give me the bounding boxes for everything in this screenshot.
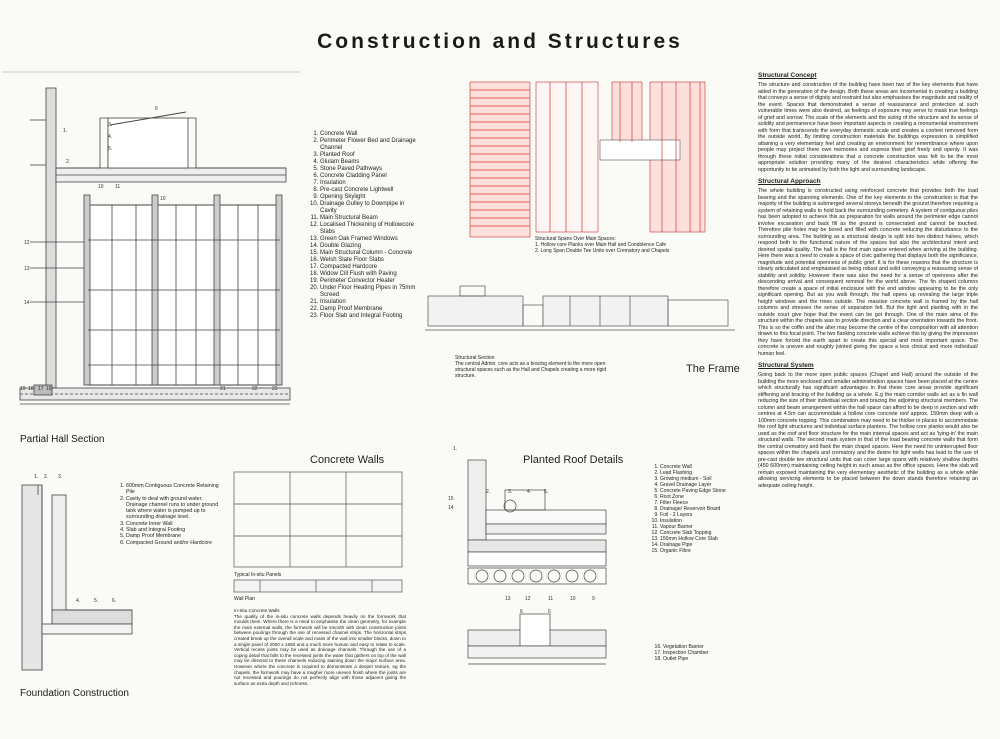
legend-item: 12. Concrete Slab Topping: [660, 530, 746, 536]
legend-item: 9. Foil - 2 Layers: [660, 512, 746, 518]
wall-plan-caption: Wall Plan: [234, 596, 255, 602]
structure-text-column: [758, 72, 978, 489]
legend-item: 1. Concrete Wall: [320, 131, 416, 138]
legend-item: 23. Floor Slab and Integral Footing: [320, 313, 416, 320]
svg-text:17: 17: [38, 386, 44, 392]
frame-label: The Frame: [686, 363, 740, 375]
svg-text:2.: 2.: [486, 489, 491, 495]
svg-text:12: 12: [525, 596, 531, 602]
frame-spans-title: Structural Spans Over Main Spaces:: [535, 236, 616, 242]
svg-text:1.: 1.: [34, 474, 39, 480]
svg-text:6: 6: [548, 609, 551, 615]
svg-text:5.: 5.: [108, 146, 113, 152]
legend-item: 16. Welsh Slate Floor Slabs: [320, 257, 416, 264]
svg-text:16: 16: [46, 386, 52, 392]
frame-section-note: [455, 355, 625, 379]
legend-item: 1. 600mm Contiguous Concrete Retaining Pile: [126, 483, 224, 496]
frame-section-title: Structural Section: [455, 355, 495, 361]
legend-item: 17. Inspection Chamber: [663, 650, 746, 656]
svg-text:10: 10: [98, 184, 104, 190]
svg-text:18: 18: [28, 386, 34, 392]
legend-item: 14. Double Glazing: [320, 243, 416, 250]
legend-item: 3. Growing medium - Soil: [660, 476, 746, 482]
foundation-legend: [112, 483, 224, 546]
roof-legend: [646, 464, 746, 554]
system-paragraph: Going back to the more open public spaces (Chapel and Hall) around the outside of the building the more enclosed and smaller administration spaces have been placed at the centre which structurally has significant advantages in that these core areas provide significant stiffening and bracing of the building as a whole. E.g the main corridor walls act as a fin wall reducing the size of their individual section and bracing the adjoining structural members. The column and beam arrangement within the hall space can afford to be deep in section and with centres at 4.5m can accommodate a hollow core concrete roof approx. 150mm deep with a 100mm concrete topping. This combination may need to be thicker in places to accommodate the roof light structures and individual surface planters. The hollow core planks would also be used as the roof and floor structure for the main internal spaces and act as 'tying-in' the main structural walls. The second main system in that of the load bearing concrete walls that form the central crematory and flank the main chapel spaces. Here the need for uninterrupted floor spaces within the chapels and crematory and the desire for light wells has lead to the use of pre-cast double tee structural units that can cover large spans with relatively shallow depths (450 600mm) maintaining ceiling height in such areas as the office spaces. Here the slab will remain exposed maintaining the very elementary aesthetic of the building as a whole while allowing servicing elements to be placed between the down stands therefore retaining an adequate ceiling height.: [758, 372, 978, 489]
frame-section-drawing: [425, 286, 735, 330]
legend-item: 2. Perimeter Flower Bed and Drainage Channel: [320, 138, 416, 152]
svg-text:12: 12: [24, 240, 30, 246]
hall-section-legend: [306, 131, 416, 320]
frame-section-text: The central Admin. core acts as a bracing element to the more open structural spaces such as the Hall and Chapels creating a more rigid structure.: [455, 361, 607, 379]
svg-text:15: 15: [448, 496, 454, 502]
svg-text:6: 6: [520, 609, 523, 615]
legend-item: 6. Concrete Cladding Panel: [320, 173, 416, 180]
frame-spans-note: [535, 236, 735, 254]
svg-text:4.: 4.: [527, 489, 532, 495]
svg-text:4.: 4.: [108, 134, 113, 140]
legend-item: 7. Filter Fleece: [660, 500, 746, 506]
panels-caption: Typical In-situ Panels: [234, 572, 282, 578]
svg-text:13: 13: [505, 596, 511, 602]
svg-text:1.: 1.: [453, 446, 458, 452]
concept-paragraph: The structure and construction of the building have been two of the key elements that have aided in the generation of the design. Both these areas are incremental in creating a building that conveys a sense of dignity and restraint but also emphasises the magnitude and reality of the event. Spaces that demonstrated a sense of reassurance and protection at such vulnerable times were also desired, as feelings of exposure may serve to mask true feelings of grief and sorrow. The scale of the elements and the sizing of the structure and its sense of solidity and permanence have been important aspects in creating a monumental environment with form that transcends the everyday domestic scale and creates a context removed form the outside world. By limiting construction materials the buildings expression is simplified attaining a very elementary feel and creating an environment for remembrance where upon people may project there own memories and express their grief freely and openly. It was through these initial considerations that a concrete construction was felt to be the most appropriate solution providing many of the desired characteristics while offering the opportunity to be animated by both the light and surrounding landscape.: [758, 82, 978, 173]
svg-text:22: 22: [252, 386, 258, 392]
svg-text:21: 21: [220, 386, 226, 392]
svg-text:13: 13: [24, 266, 30, 272]
legend-item: 4. Glulam Beams: [320, 159, 416, 166]
legend-item: 15. Main Structural Column - Concrete: [320, 250, 416, 257]
legend-item: 11. Main Structural Beam: [320, 215, 416, 222]
frame-spans-item: 1. Hollow core Planks over Main Hall and Condolence Cafe: [535, 242, 667, 248]
legend-item: 2. Lead Flashing: [660, 470, 746, 476]
legend-item: 17. Compacted Hardcore: [320, 264, 416, 271]
legend-item: 19. Perimeter Convector Heater: [320, 278, 416, 285]
legend-item: 13. Green Oak Framed Windows: [320, 236, 416, 243]
page-title: Construction and Structures: [317, 30, 683, 53]
legend-item: 1. Concrete Wall: [660, 464, 746, 470]
svg-text:10: 10: [570, 596, 576, 602]
roof-label: Planted Roof Details: [523, 454, 624, 466]
legend-item: 4. Slab and Integral Footing: [126, 527, 224, 533]
legend-item: 11. Vapour Barrier: [660, 524, 746, 530]
svg-text:2.: 2.: [66, 159, 71, 165]
approach-heading: Structural Approach: [758, 178, 821, 185]
system-heading: Structural System: [758, 362, 814, 369]
svg-text:23: 23: [272, 386, 278, 392]
legend-item: 16. Vegetation Barrier: [663, 644, 746, 650]
svg-text:1.: 1.: [63, 128, 68, 134]
svg-text:19: 19: [20, 386, 26, 392]
legend-item: 5. Damp Proof Membrane: [126, 533, 224, 539]
svg-text:5.: 5.: [94, 598, 99, 604]
svg-text:2.: 2.: [44, 474, 49, 480]
svg-text:6: 6: [155, 106, 158, 112]
legend-item: 2. Cavity to deal with ground water. Drainage channel runs to under ground tank where water is pumped up to surrounding drainage level.: [126, 496, 224, 521]
svg-text:11: 11: [548, 596, 554, 602]
svg-text:14: 14: [24, 300, 30, 306]
hall-section-drawing: [2, 72, 300, 404]
legend-item: 8. Drainage/ Reservoir Board: [660, 506, 746, 512]
legend-item: 18. Outlet Pipe: [663, 656, 746, 662]
legend-item: 13. 150mm Hollow Core Slab: [660, 536, 746, 542]
legend-item: 18. Widow Cill Flush with Paving: [320, 271, 416, 278]
svg-text:14: 14: [448, 505, 454, 511]
legend-item: 10. Drainage Gulley to Downpipe in Cavity: [320, 201, 416, 215]
hall-section-label: Partial Hall Section: [20, 434, 105, 445]
legend-item: 20. Under Floor Heating Pipes in 75mm Screed: [320, 285, 416, 299]
legend-item: 8. Pre-cast Concrete Lightwell: [320, 187, 416, 194]
legend-item: 3. Planted Roof: [320, 152, 416, 159]
legend-item: 10. Insulation: [660, 518, 746, 524]
legend-item: 22. Damp Proof Membrane: [320, 306, 416, 313]
svg-text:10: 10: [160, 196, 166, 202]
svg-text:4.: 4.: [76, 598, 81, 604]
foundation-label: Foundation Construction: [20, 688, 129, 699]
legend-item: 5. Concrete Paving Edge Stone: [660, 488, 746, 494]
svg-text:6.: 6.: [112, 598, 117, 604]
concept-heading: Structural Concept: [758, 72, 817, 79]
concrete-walls-text-title: In-Situ Concrete Walls: [234, 608, 280, 613]
svg-text:3.: 3.: [508, 489, 513, 495]
legend-item: 4. Gravel Drainage Layer: [660, 482, 746, 488]
legend-item: 21. Insulation: [320, 299, 416, 306]
legend-item: 6. Root Zone: [660, 494, 746, 500]
legend-item: 6. Compacted Ground and/or Hardcore: [126, 540, 224, 546]
svg-text:9: 9: [592, 596, 595, 602]
concrete-walls-label: Concrete Walls: [310, 454, 385, 466]
approach-paragraph: The whole building is constructed using reinforced concrete that provides both the load bearing and the spanning elements. One of the key elements in the construction is that the majority of the building is submerged several storeys beneath the ground therefore requiring a system of retaining walls to hold back the surrounding cemetery. A system of contiguous piles has been adopted to achieve this as preparation for walls around the perimeter edge cannot involve excavation and back fill as the ground is consecrated and cannot be touched. Therefore pile holes may be bored and filled with concrete reducing the disturbance to the surrounding area. The building as a structural design is split into two distinct halves, which respond both to the functional nature of the spaces but also the architectural intent and desired spatial quality. The hall is the first main space entered when arriving at the building. Here there was a need to create a space of civic gathering that displays both the significance, magnitude and potential openness of public grief. It is for these reasons that the structure is clearly articulated and emphasised as being robust and solid conveying a reassuring sense of stability and solidity. However there was also the need for a sense of openness after the descending arrival and consequent removal for the world above. The fin shaped columns therefore create a space of initial enclosure with the end window appearing to be the only significant opening. But as you walk through, the hall opens up revealing the large triple height windows and the trees outside. The massive concrete wall is framed by the hall columns and stresses the sense of separation felt. But the light and planting with in the outside court give hope that the event can be got through. One of the main aims of the structure within the chapels was to provide direction and a clear orientation towards the front. This is so the coffin and the alter may become the centre of the composition with all attention drawn to this focal point. The two flanking concrete walls achieve this by giving the impression they have forced the earth apart to create this special and most important space. The concrete is uneven and roughly jointed giving the space a less clinical and more individual/ human feel.: [758, 188, 978, 357]
concrete-walls-text: The quality of the in-situ concrete walls depends heavily on the formwork that moulds them. Where there is a need to emphasise the clean geometry, for example the main external walls, the formwork will be smooth with clean construction joints between pourings through the use of recessed channel strips. The horizontal strips created break up the overall scale and mass of the wall into smaller blocks, down to a single panel of 2000 x 1650 and a much more human and easy to relate to scale. Vertical recess joints may be used as drainage channels. Through the use of a coping detail that falls to the recessed joints the water that gathers on top of the wall may be directed to these channels reducing staining down the major surface area. However where the concrete is required to demonstrate a deeper texture, eg the chapels, the formwork may have a rougher more uneven finish where the joints are not recessed and pourings do not perfectly align with those adjacent giving the surface an extra depth and richness.: [234, 613, 406, 686]
legend-item: 12. Localised Thickening of Hollowcore Slabs: [320, 222, 416, 236]
legend-item: 7. Insulation: [320, 180, 416, 187]
frame-plan-drawing: [470, 82, 705, 237]
legend-item: 5. Stone Paved Pathways: [320, 166, 416, 173]
legend-item: 15. Organic Fibre: [660, 548, 746, 554]
svg-text:3.: 3.: [108, 122, 113, 128]
legend-item: 9. Opening Skylight: [320, 194, 416, 201]
svg-text:5.: 5.: [544, 489, 549, 495]
svg-text:3.: 3.: [58, 474, 63, 480]
frame-spans-item: 2. Long Span Double Tee Units over Crematory and Chapels: [535, 248, 670, 254]
svg-text:11: 11: [115, 184, 121, 190]
roof-legend-2: [646, 644, 746, 662]
legend-item: 3. Concrete Inner Wall: [126, 521, 224, 527]
legend-item: 14. Drainage Pipe: [660, 542, 746, 548]
concrete-walls-text-block: [234, 608, 406, 686]
